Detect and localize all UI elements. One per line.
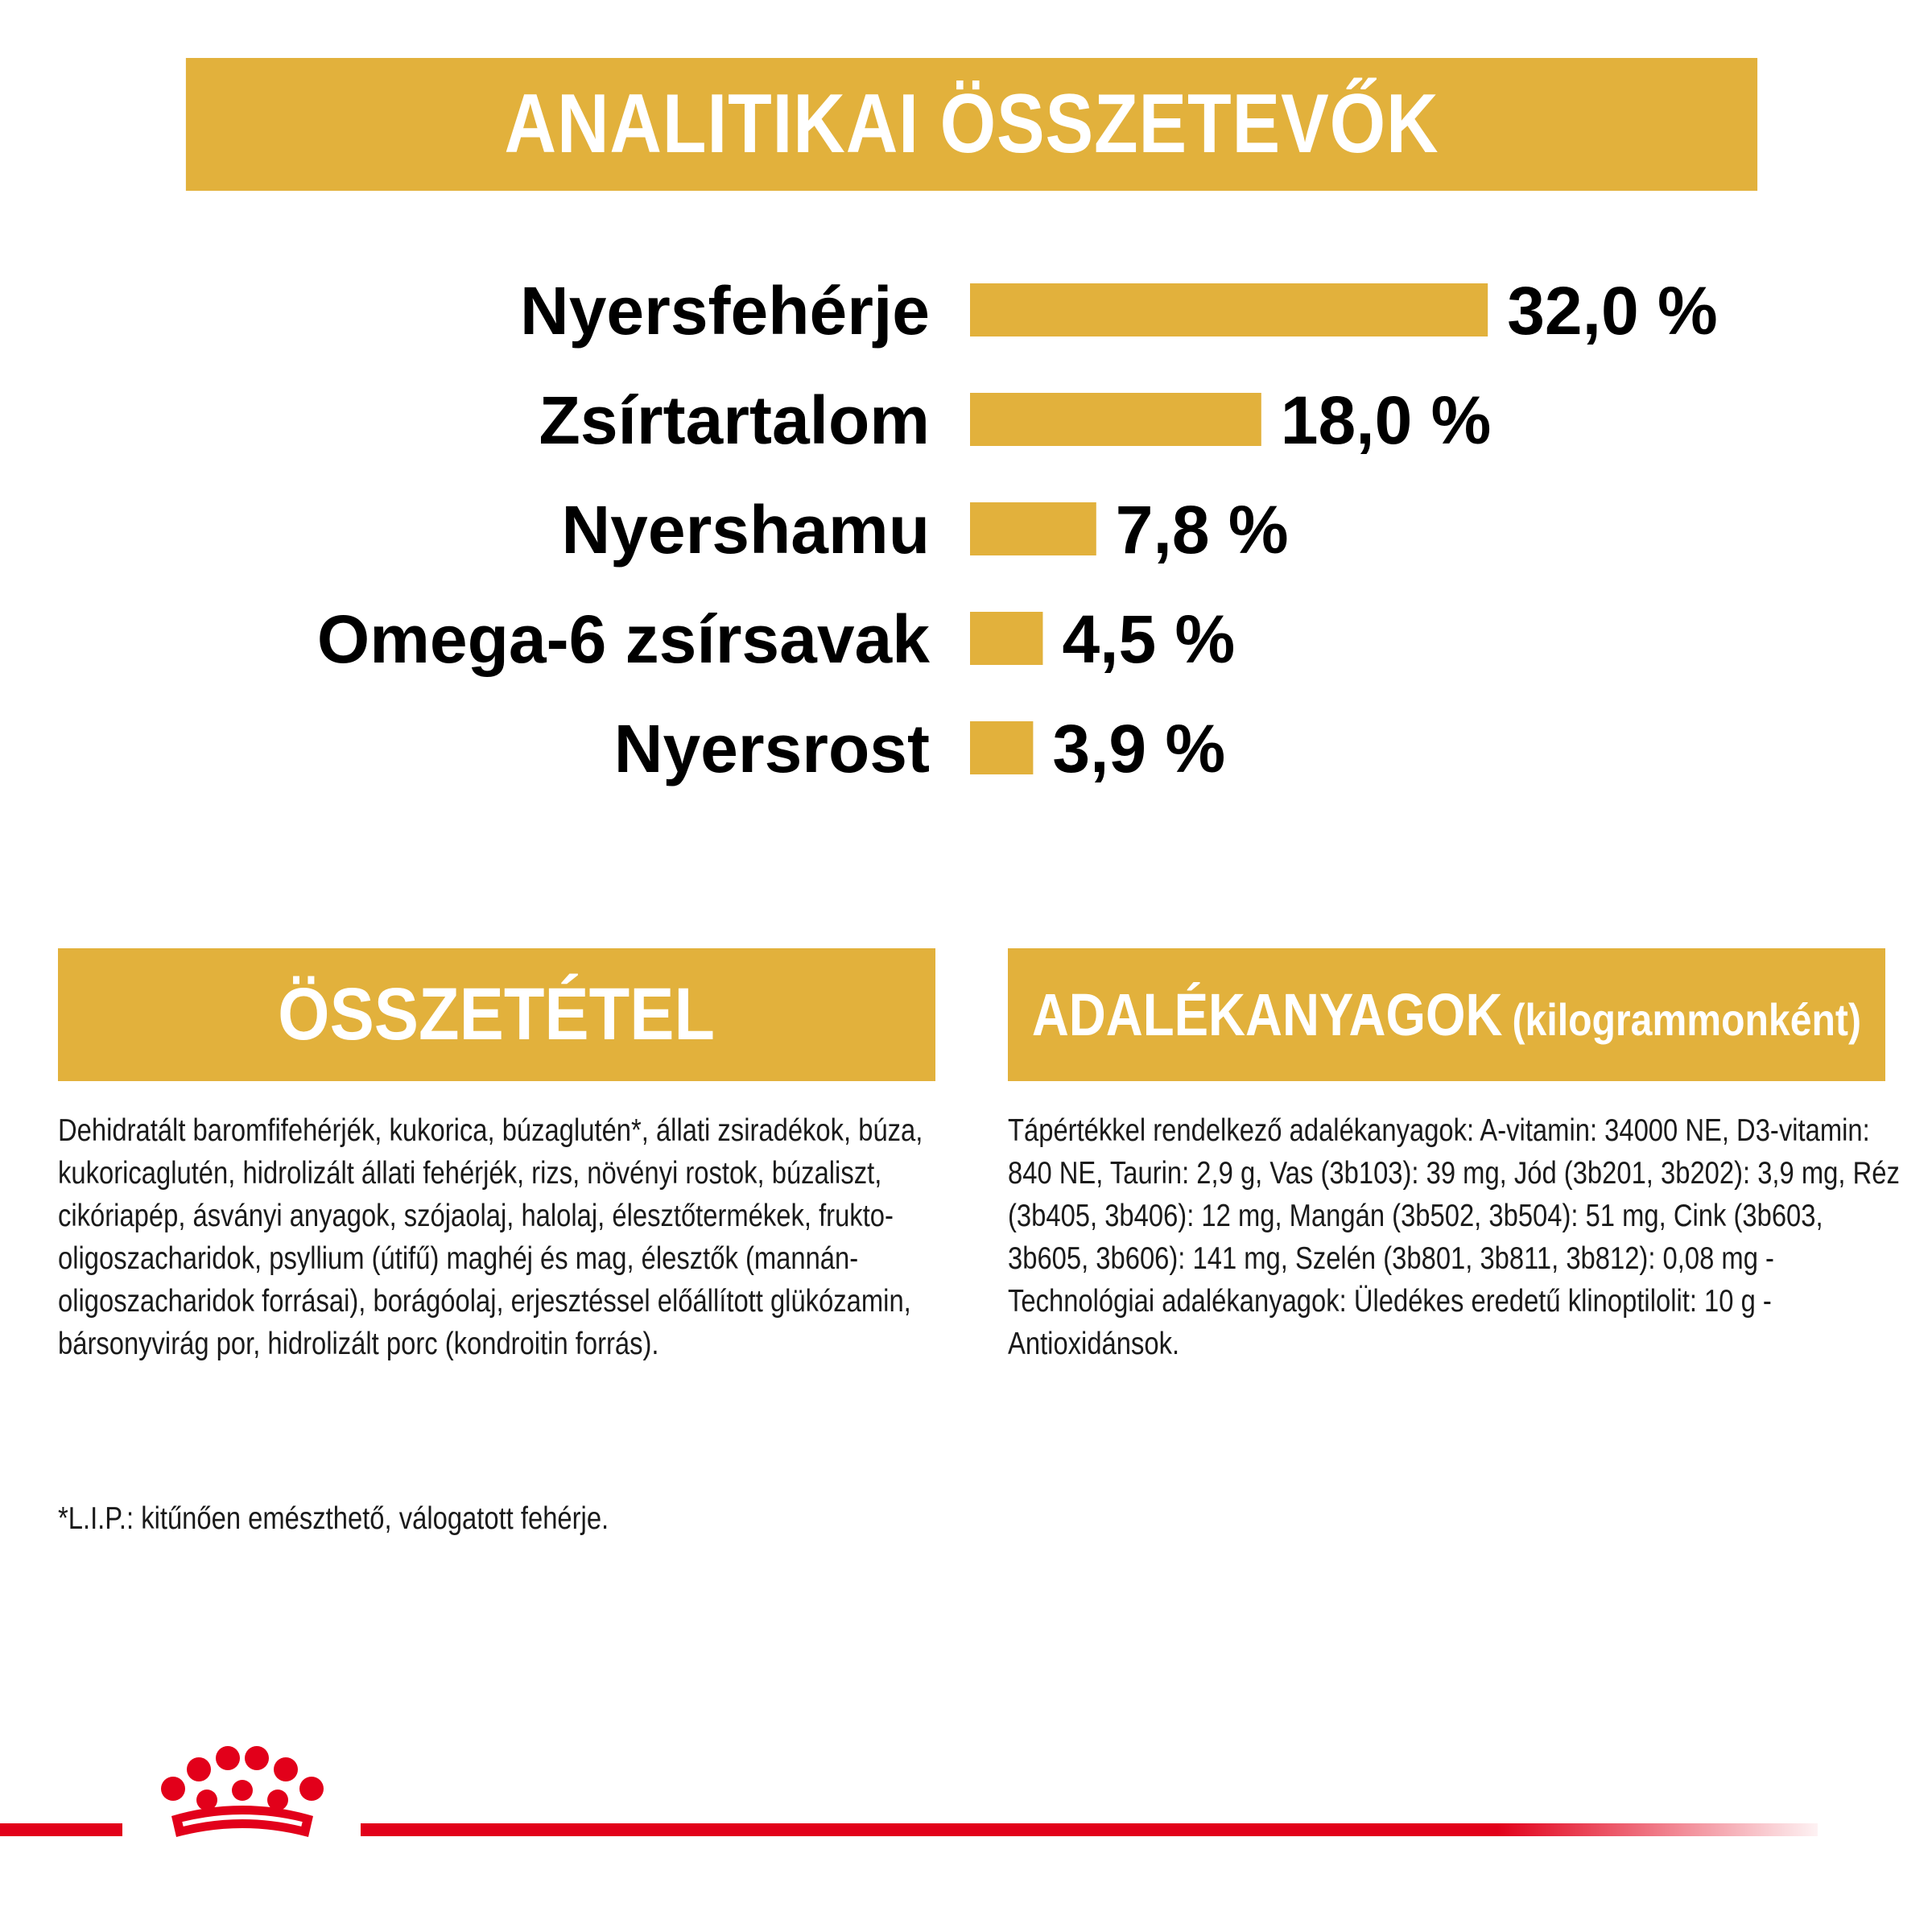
composition-banner — [58, 948, 935, 1081]
category-label: Zsírtartalom — [539, 382, 930, 458]
bar — [970, 612, 1042, 665]
footer-line-left — [0, 1823, 122, 1836]
additives-banner — [1008, 948, 1885, 1081]
value-label: 3,9 % — [1052, 711, 1226, 786]
composition-footnote: *L.I.P.: kitűnően emészthető, válogatott fehérje. — [58, 1501, 609, 1536]
category-label: Omega-6 zsírsavak — [316, 601, 930, 677]
additives-subtitle: (kilogrammonként) — [1512, 994, 1862, 1045]
value-label: 4,5 % — [1062, 601, 1236, 677]
additives-title: ADALÉKANYAGOK — [1031, 981, 1503, 1048]
value-label: 18,0 % — [1280, 382, 1492, 458]
composition-title: ÖSSZETÉTEL — [278, 973, 716, 1055]
category-label: Nyershamu — [561, 492, 930, 568]
page-title: ANALITIKAI ÖSSZETEVŐK — [504, 77, 1439, 171]
additives-text: Tápértékkel rendelkező adalékanyagok: A-vitamin: 34000 NE, D3-vitamin: 840 NE, Taurin: 2,9 g, Vas (3b103): 39 mg, Jód (3b201, 3b202): 3,9 mg, Réz (3b405, 3b406): 12 mg, Mangán (3b502, 3b504): 51 mg, Cink (3b603, 3b605, 3b606): 141 mg, Szelén (3b801, 3b811, 3b812): 0,08 mg - Technológiai adalékanyagok: Üledékes eredetű klinoptilolit: 10 g - Antioxidánsok. — [1008, 1113, 1900, 1361]
value-label: 32,0 % — [1507, 273, 1718, 349]
nutrient-bar-chart — [0, 242, 1932, 853]
bar — [970, 393, 1261, 446]
header-banner — [186, 58, 1757, 191]
value-label: 7,8 % — [1115, 492, 1289, 568]
bar — [970, 721, 1033, 774]
composition-text: Dehidratált baromfifehérjék, kukorica, búzaglutén*, állati zsiradékok, búza, kukoricaglutén, hidrolizált állati fehérjék, rizs, növényi rostok, búzaliszt, cikóriapép, ásványi anyagok, szójaolaj, halolaj, élesztőtermékek, frukto-oligoszacharidok, psyllium (útifű) maghéj és mag, élesztők (mannán-oligoszacharidok forrásai), borágóolaj, erjesztéssel előállított glükózamin, bársonyvirág por, hidrolizált porc (kondroitin forrás). — [58, 1113, 923, 1361]
crown-icon — [133, 1739, 350, 1860]
bar — [970, 283, 1488, 336]
bar — [970, 502, 1096, 555]
category-label: Nyersrost — [613, 711, 930, 786]
category-label: Nyersfehérje — [520, 273, 930, 349]
footer-line-right — [361, 1823, 1818, 1836]
